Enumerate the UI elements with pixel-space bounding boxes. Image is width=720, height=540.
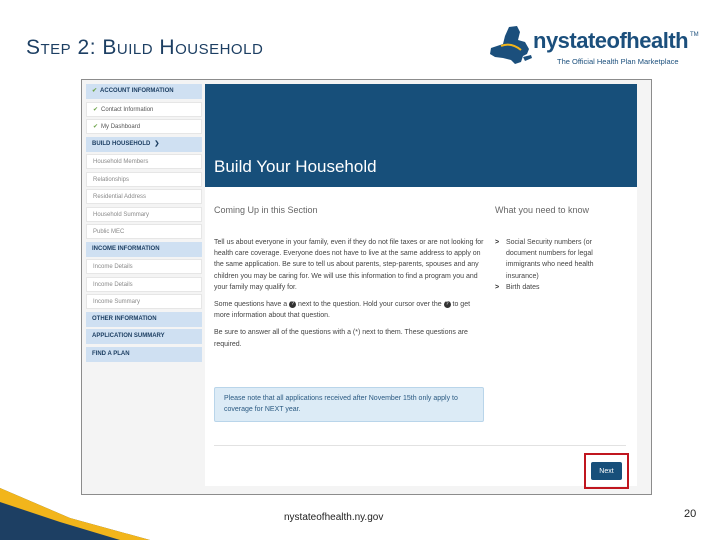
help-text-part: Some questions have a <box>214 301 290 309</box>
notice-text: Please note that all applications received after November 15th only apply to coverage for NEXT year. <box>224 395 458 413</box>
coming-up-column <box>214 205 484 356</box>
sidebar-item-contact-information[interactable] <box>86 102 202 117</box>
sidebar-item-label: Income Summary <box>93 299 141 305</box>
list-item-text: Birth dates <box>506 283 540 291</box>
main-content <box>205 84 637 486</box>
help-icon-paragraph <box>214 299 484 321</box>
logo-wordmark: nystateofhealth <box>533 28 689 53</box>
question-icon: ? <box>444 301 451 308</box>
sidebar-item-label: INCOME INFORMATION <box>92 245 160 252</box>
logo-tagline: The Official Health Plan Marketplace <box>557 57 679 66</box>
divider <box>214 445 626 446</box>
sidebar-item-relationships[interactable] <box>86 172 202 187</box>
title-part: S <box>26 36 41 59</box>
application-screenshot <box>81 79 652 495</box>
sidebar-item-my-dashboard[interactable] <box>86 119 202 134</box>
page-number: 20 <box>684 508 697 520</box>
sidebar-item-residential-address[interactable] <box>86 189 202 204</box>
next-button-highlight <box>584 453 629 489</box>
sidebar-nav <box>86 84 202 364</box>
sidebar-item-income-information[interactable] <box>86 242 202 257</box>
checkmark-icon: ✔ <box>93 124 99 130</box>
sidebar-item-label: Contact Information <box>101 106 154 113</box>
coming-up-heading: Coming Up in this Section <box>214 205 318 215</box>
need-to-know-list <box>495 237 620 293</box>
sidebar-item-label: Income Details <box>93 264 133 270</box>
sidebar-item-label: Household Members <box>93 159 149 165</box>
help-text-part: next to the question. Hold your cursor over the <box>296 301 444 309</box>
list-item <box>495 282 620 293</box>
bullet-arrow-icon: > <box>495 239 500 246</box>
title-part: 2: B <box>71 36 117 59</box>
sidebar-item-application-summary[interactable] <box>86 329 202 344</box>
sidebar-item-build-household[interactable] <box>86 137 202 152</box>
sidebar-item-label: Income Details <box>93 281 133 288</box>
checkmark-icon: ✔ <box>92 88 98 94</box>
nystateofhealth-logo <box>487 24 702 74</box>
required-paragraph: Be sure to answer all of the questions with a (*) next to them. These questions are required. <box>214 329 468 348</box>
checkmark-icon: ✔ <box>93 106 99 113</box>
title-part: OUSEHOLD <box>175 41 264 58</box>
need-to-know-heading: What you need to know <box>495 205 590 215</box>
sidebar-item-label: Relationships <box>93 176 130 183</box>
intro-paragraph: Tell us about everyone in your family, even if they do not file taxes or are not looking for health care coverage. Everyone does not have to live at the same address to apply on the same application. Be sure to tell us about parents, step-parents, spouses and any children you may be caring for. We will use this information to find a program you and your family may qualify for. <box>214 239 484 291</box>
help-text-part: to get more information about that question. <box>214 301 471 320</box>
sidebar-item-label: Residential Address <box>93 194 147 200</box>
list-item-text: Social Security numbers (or document numbers for legal immigrants who need health insurance) <box>506 239 594 280</box>
bullet-arrow-icon: > <box>495 283 500 291</box>
list-item <box>495 237 620 282</box>
sidebar-item-income-details[interactable] <box>86 259 202 274</box>
sidebar-item-label: APPLICATION SUMMARY <box>92 333 165 339</box>
sidebar-item-label: Public MEC <box>93 229 125 235</box>
deadline-notice <box>214 387 484 422</box>
title-part: TEP <box>40 41 72 58</box>
sidebar-item-label: ACCOUNT INFORMATION <box>100 88 174 94</box>
sidebar-item-label: BUILD HOUSEHOLD <box>92 140 151 147</box>
sidebar-item-label: FIND A PLAN <box>92 350 130 357</box>
sidebar-item-income-summary[interactable] <box>86 294 202 309</box>
next-button[interactable]: Next <box>591 462 622 480</box>
sidebar-item-household-members[interactable] <box>86 154 202 169</box>
logo-trademark: TM <box>690 32 699 38</box>
page-banner <box>205 84 637 187</box>
title-part: H <box>153 36 176 59</box>
sidebar-item-label: My Dashboard <box>101 124 141 130</box>
page-title: Build Your Household <box>214 157 377 176</box>
need-to-know-column <box>495 205 620 293</box>
sidebar-item-account-information[interactable] <box>86 84 202 99</box>
footer-url: nystateofhealth.ny.gov <box>284 512 384 523</box>
sidebar-item-label: Household Summary <box>93 211 150 218</box>
slide-title <box>26 36 263 60</box>
title-part: UILD <box>116 41 154 58</box>
chevron-right-icon: ❯ <box>154 140 160 147</box>
sidebar-item-find-a-plan[interactable] <box>86 347 202 362</box>
sidebar-item-other-information[interactable] <box>86 312 202 327</box>
footer-decoration <box>0 480 150 540</box>
sidebar-item-household-summary[interactable] <box>86 207 202 222</box>
content-panel <box>205 187 637 486</box>
question-icon: ? <box>289 301 296 308</box>
sidebar-item-income-details[interactable] <box>86 277 202 292</box>
sidebar-item-label: OTHER INFORMATION <box>92 315 157 322</box>
ny-state-map-icon <box>487 24 533 70</box>
sidebar-item-public-mec[interactable] <box>86 224 202 239</box>
